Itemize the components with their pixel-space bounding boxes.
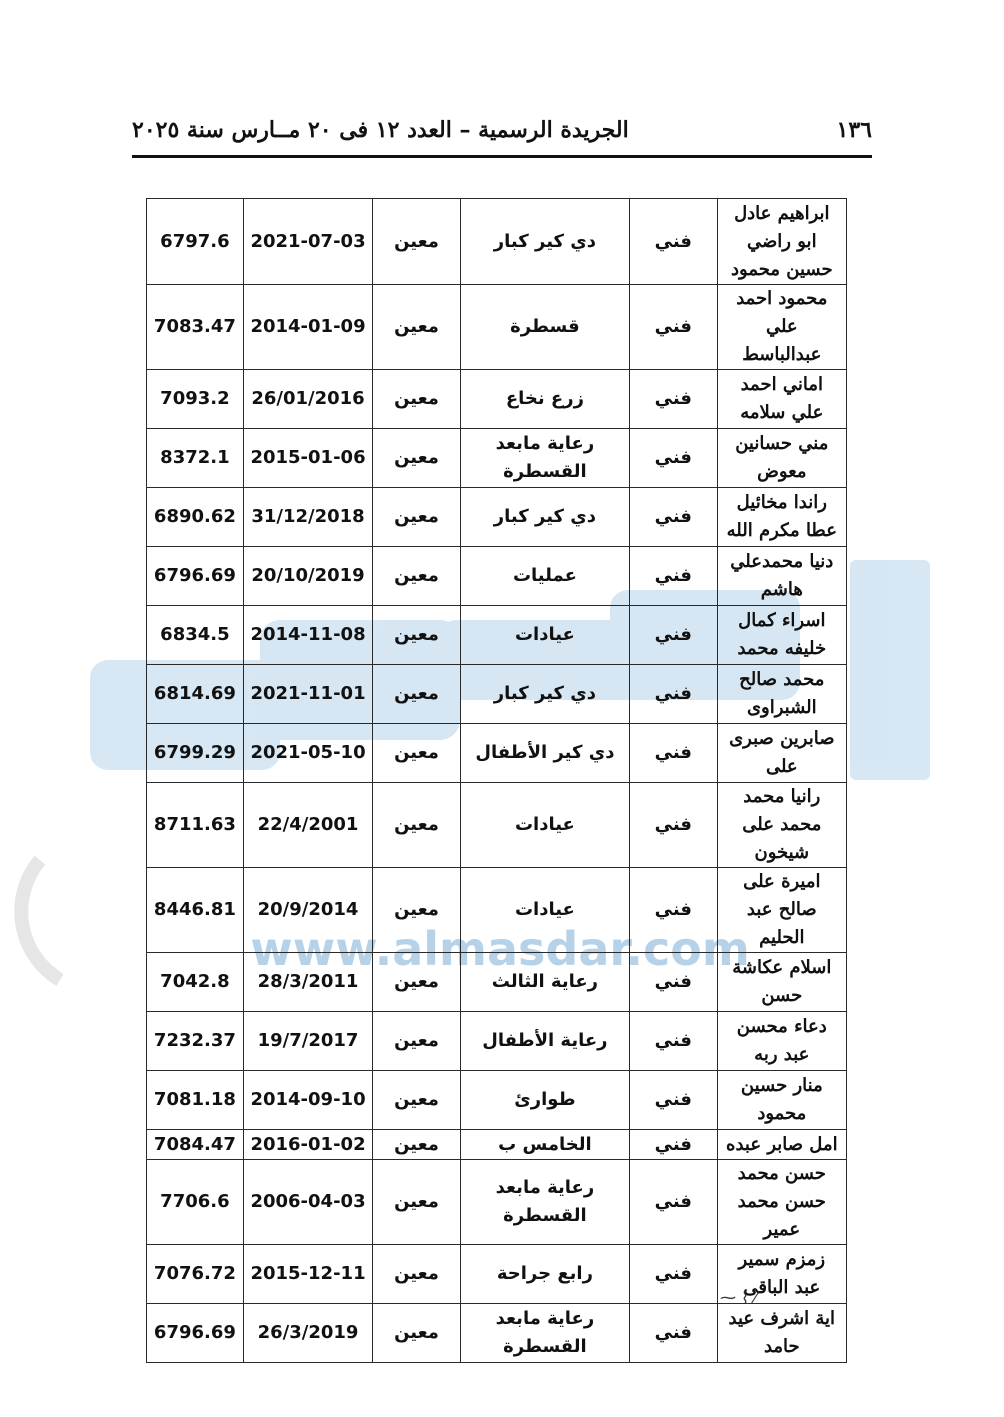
table-row [147, 285, 847, 370]
header-divider [132, 155, 872, 158]
salary-amount: 8372.1 [147, 429, 244, 488]
employee-name: اسلام عكاشة حسن [717, 953, 846, 1012]
department: طوارئ [460, 1071, 629, 1130]
employment-status: معين [373, 1130, 461, 1160]
salary-amount: 7076.72 [147, 1245, 244, 1304]
table-row [147, 868, 847, 953]
table-row [147, 547, 847, 606]
department: زرع نخاع [460, 370, 629, 429]
employee-name: دنيا محمدعلي هاشم [717, 547, 846, 606]
employment-status: معين [373, 488, 461, 547]
table-row [147, 724, 847, 783]
job-type: فني [629, 488, 717, 547]
employment-status: معين [373, 665, 461, 724]
job-type: فني [629, 370, 717, 429]
table-row [147, 1160, 847, 1245]
job-type: فني [629, 1130, 717, 1160]
hire-date: 2021-07-03 [243, 199, 372, 285]
job-type: فني [629, 1071, 717, 1130]
hire-date: 2021-05-10 [243, 724, 372, 783]
employee-name: صابرين صبرى على [717, 724, 846, 783]
job-type: فني [629, 1160, 717, 1245]
gazette-title: الجريدة الرسمية – العدد ١٢ فى ٢٠ مــارس سنة ٢٠٢٥ [132, 117, 629, 143]
salary-amount: 6799.29 [147, 724, 244, 783]
job-type: فني [629, 953, 717, 1012]
table-row [147, 1304, 847, 1363]
hire-date: 19/7/2017 [243, 1012, 372, 1071]
department: رعاية مابعد القسطرة [460, 1160, 629, 1245]
job-type: فني [629, 1245, 717, 1304]
hire-date: 2006-04-03 [243, 1160, 372, 1245]
table-row [147, 606, 847, 665]
department: عيادات [460, 606, 629, 665]
job-type: فني [629, 547, 717, 606]
department: دي كير كبار [460, 199, 629, 285]
employee-name: ابراهيم عادل ابو راضي حسين محمود [717, 199, 846, 285]
job-type: فني [629, 1012, 717, 1071]
department: رعاية مابعد القسطرة [460, 1304, 629, 1363]
salary-amount: 8446.81 [147, 868, 244, 953]
table-row [147, 1071, 847, 1130]
department: الخامس ب [460, 1130, 629, 1160]
employment-status: معين [373, 724, 461, 783]
employment-status: معين [373, 199, 461, 285]
hire-date: 26/3/2019 [243, 1304, 372, 1363]
department: رابع جراحة [460, 1245, 629, 1304]
job-type: فني [629, 868, 717, 953]
department: عيادات [460, 783, 629, 868]
salary-amount: 6796.69 [147, 1304, 244, 1363]
employee-name: اسراء كمال خليفه محمد [717, 606, 846, 665]
salary-amount: 7081.18 [147, 1071, 244, 1130]
hire-date: 20/10/2019 [243, 547, 372, 606]
hire-date: 2014-09-10 [243, 1071, 372, 1130]
hire-date: 2015-01-06 [243, 429, 372, 488]
employee-name: محمد صالح الشبراوى [717, 665, 846, 724]
table-row [147, 370, 847, 429]
table-row [147, 783, 847, 868]
employment-status: معين [373, 1304, 461, 1363]
department: دي كير الأطفال [460, 724, 629, 783]
watermark-url: www.almasdar.com [250, 922, 750, 976]
hire-date: 2021-11-01 [243, 665, 372, 724]
department: دي كير كبار [460, 665, 629, 724]
employment-status: معين [373, 285, 461, 370]
department: رعاية الأطفال [460, 1012, 629, 1071]
employee-name: منار حسين محمود [717, 1071, 846, 1130]
salary-amount: 7093.2 [147, 370, 244, 429]
employment-status: معين [373, 1012, 461, 1071]
employment-status: معين [373, 370, 461, 429]
department: عمليات [460, 547, 629, 606]
salary-amount: 7706.6 [147, 1160, 244, 1245]
employee-name: دعاء محسن عبد ربه [717, 1012, 846, 1071]
employee-name: حسن محمد حسن محمد عمير [717, 1160, 846, 1245]
table-row [147, 665, 847, 724]
employee-name: مني حسانين معوض [717, 429, 846, 488]
hire-date: 22/4/2001 [243, 783, 372, 868]
employment-status: معين [373, 547, 461, 606]
employee-name: امل صابر عبده [717, 1130, 846, 1160]
employee-name: اماني احمد علي سلامه [717, 370, 846, 429]
table-body [147, 199, 847, 1363]
job-type: فني [629, 199, 717, 285]
employment-status: معين [373, 1160, 461, 1245]
employment-status: معين [373, 429, 461, 488]
employment-status: معين [373, 1245, 461, 1304]
job-type: فني [629, 1304, 717, 1363]
employment-status: معين [373, 953, 461, 1012]
hire-date: 26/01/2016 [243, 370, 372, 429]
employees-table [146, 198, 847, 1363]
salary-amount: 7083.47 [147, 285, 244, 370]
table-row [147, 1130, 847, 1160]
department: رعاية الثالث [460, 953, 629, 1012]
salary-amount: 8711.63 [147, 783, 244, 868]
salary-amount: 6834.5 [147, 606, 244, 665]
department: دي كير كبار [460, 488, 629, 547]
employee-name: اميرة على صالح عبد الحليم [717, 868, 846, 953]
hire-date: 2015-12-11 [243, 1245, 372, 1304]
job-type: فني [629, 783, 717, 868]
hire-date: 2014-01-09 [243, 285, 372, 370]
department: عيادات [460, 868, 629, 953]
page-number: ١٣٦ [836, 117, 872, 143]
salary-amount: 7042.8 [147, 953, 244, 1012]
department: رعاية مابعد القسطرة [460, 429, 629, 488]
table-row [147, 488, 847, 547]
employment-status: معين [373, 868, 461, 953]
employee-name: محمود احمد علي عبدالباسط [717, 285, 846, 370]
salary-amount: 6796.69 [147, 547, 244, 606]
hire-date: 31/12/2018 [243, 488, 372, 547]
page-header [132, 110, 872, 150]
employment-status: معين [373, 783, 461, 868]
job-type: فني [629, 285, 717, 370]
job-type: فني [629, 724, 717, 783]
salary-amount: 7084.47 [147, 1130, 244, 1160]
job-type: فني [629, 429, 717, 488]
employee-name: راندا مخائيل عطا مكرم الله [717, 488, 846, 547]
hire-date: 2014-11-08 [243, 606, 372, 665]
hire-date: 20/9/2014 [243, 868, 372, 953]
employee-name: زمزم سمير عبد الباقى [717, 1245, 846, 1304]
salary-amount: 7232.37 [147, 1012, 244, 1071]
table-row [147, 1012, 847, 1071]
employment-status: معين [373, 606, 461, 665]
table-row [147, 429, 847, 488]
table-row [147, 199, 847, 285]
salary-amount: 6797.6 [147, 199, 244, 285]
employment-status: معين [373, 1071, 461, 1130]
hire-date: 28/3/2011 [243, 953, 372, 1012]
table-row [147, 953, 847, 1012]
employee-name: رانيا محمد محمد على شيخون [717, 783, 846, 868]
handwritten-mark: ⁓ ⌇ ⁄ [720, 1288, 757, 1307]
salary-amount: 6890.62 [147, 488, 244, 547]
job-type: فني [629, 665, 717, 724]
department: قسطرة [460, 285, 629, 370]
employee-name: اية اشرف عيد حامد [717, 1304, 846, 1363]
job-type: فني [629, 606, 717, 665]
salary-amount: 6814.69 [147, 665, 244, 724]
hire-date: 2016-01-02 [243, 1130, 372, 1160]
